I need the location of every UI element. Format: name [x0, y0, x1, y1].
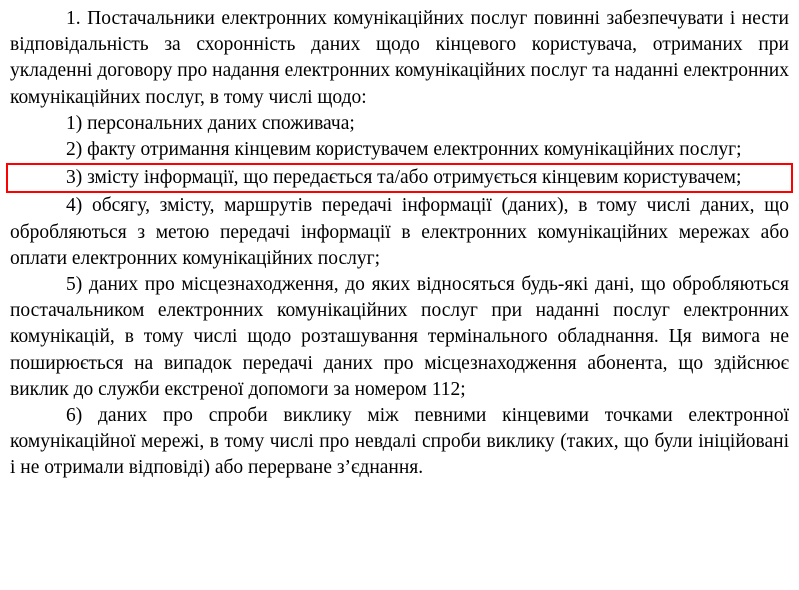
paragraph-list-item-6: 6) даних про спроби виклику між певними кінцевими точками електронної комунікаційної мережі, в тому числі про невдалі спроби виклику (таких, що були ініційовані і не отримали відповіді) або перерване з’єднання. — [10, 405, 789, 479]
paragraph-list-item-2: 2) факту отримання кінцевим користувачем електронних комунікаційних послуг; — [66, 139, 742, 161]
paragraph-1: 1. Постачальники електронних комунікаційних послуг повинні забезпечувати і нести відповідальність за схоронність даних щодо кінцевого користувача, отриманих при укладенні договору про надання електронних комунікаційних послуг та наданні електронних комунікаційних послуг, в тому числі щодо: — [10, 8, 789, 108]
paragraph-list-item-4: 4) обсягу, змісту, маршрутів передачі інформації (даних), в тому числі даних, що обробляються з метою передачі інформації в електронних комунікаційних мережах або оплати електронних комунікаційних послуг; — [10, 195, 789, 269]
red-highlight-box — [6, 163, 793, 193]
paragraph-list-item-5: 5) даних про місцезнаходження, до яких відносяться будь-які дані, що обробляються постачальником електронних комунікаційних послуг при наданні послуг електронних комунікацій, в тому числі щодо розташування термінального обладнання. Ця вимога не поширюється на випадок передачі даних про місцезнаходження абонента, що здійснює виклик до служби екстреної допомоги за номером 112; — [10, 274, 789, 400]
paragraph-list-item-3: 3) змісту інформації, що передається та/або отримується кінцевим користувачем; — [66, 167, 742, 189]
paragraph-list-item-1: 1) персональних даних споживача; — [66, 112, 355, 134]
